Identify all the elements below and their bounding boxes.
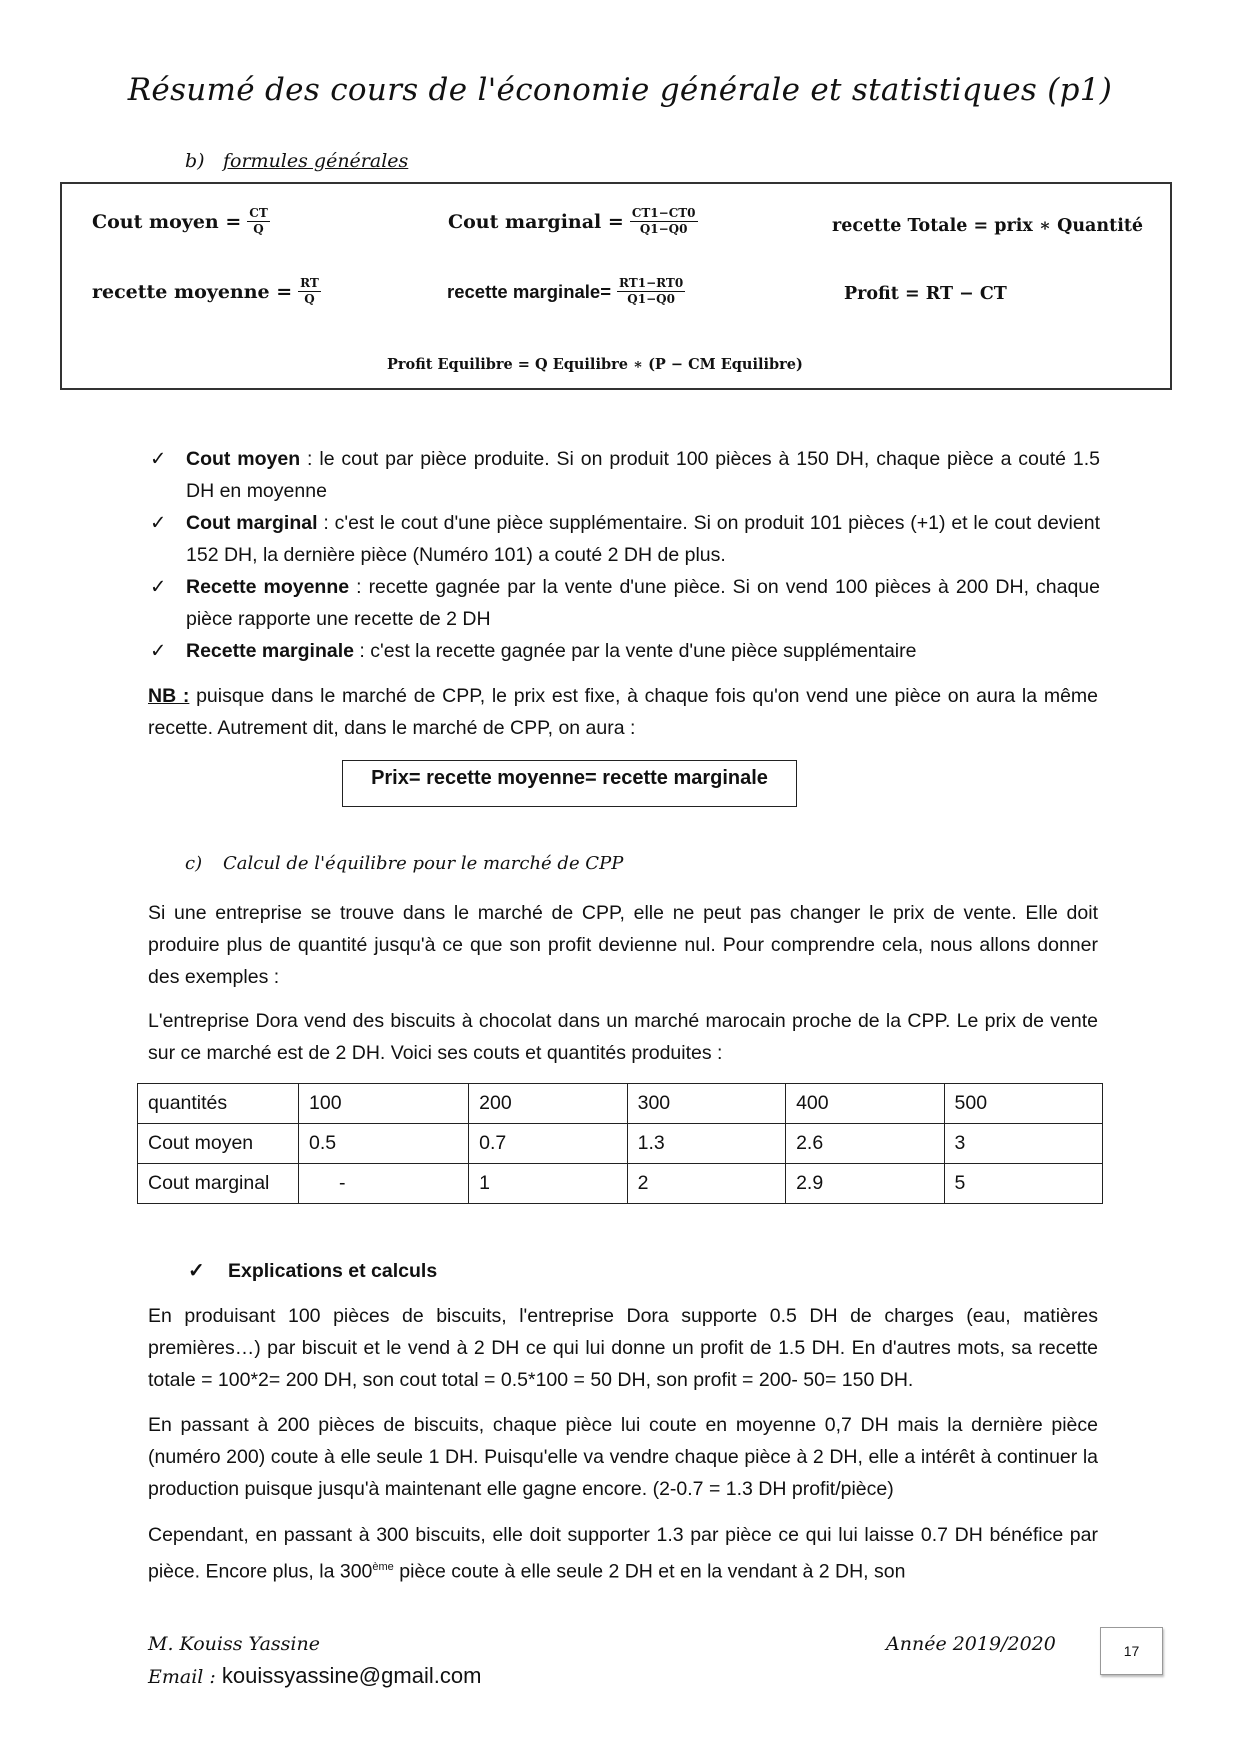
table-cell: 3 — [944, 1124, 1102, 1164]
denominator: Q1−Q0 — [639, 222, 688, 236]
formula-label: recette moyenne = — [92, 280, 293, 303]
bullet-text: : c'est la recette gagnée par la vente d'une pièce supplémentaire — [354, 640, 917, 662]
formula-cout-marginal — [448, 206, 698, 237]
numerator: RT1−RT0 — [619, 276, 684, 290]
bullet-recette-marginale — [150, 635, 1100, 667]
formula-cout-moyen — [92, 206, 270, 237]
bullet-term: Recette moyenne — [186, 576, 350, 598]
numerator: CT1−CT0 — [631, 206, 696, 220]
check-icon: ✓ — [188, 1260, 205, 1282]
bullet-recette-moyenne — [150, 571, 1100, 635]
table-cell: 1.3 — [627, 1124, 785, 1164]
footer-email-line — [148, 1663, 481, 1689]
paragraph-2: L'entreprise Dora vend des biscuits à chocolat dans un marché marocain proche de la CPP. Le prix de vente sur ce marché est de 2 DH. Voici ses couts et quantités produites : — [148, 1010, 1098, 1064]
table-cell: - — [299, 1164, 469, 1204]
bullet-text: : le cout par pièce produite. Si on produit 100 pièces à 150 DH, chaque pièce a couté 1.5 DH en moyenne — [186, 448, 1101, 502]
table-cell: 400 — [786, 1084, 944, 1124]
explications-label: Explications et calculs — [228, 1260, 438, 1282]
section-b-label: formules générales — [223, 150, 409, 172]
section-c-letter: c) — [185, 853, 203, 874]
footer-email[interactable]: kouissyassine@gmail.com — [221, 1663, 482, 1688]
paragraph-5 — [148, 1519, 1098, 1588]
cost-table — [137, 1083, 1103, 1204]
table-cell: 300 — [627, 1084, 785, 1124]
nb-formula-box: Prix= recette moyenne= recette marginale — [342, 760, 797, 807]
formula-label: recette marginale= — [447, 280, 612, 302]
formula-recette-totale: recette Totale = prix ∗ Quantité — [832, 216, 1144, 236]
table-row — [138, 1084, 1103, 1124]
table-cell: Cout marginal — [138, 1164, 299, 1204]
check-icon: ✓ — [150, 576, 167, 598]
check-icon: ✓ — [150, 448, 167, 470]
paragraph-5-text-end: pièce coute à elle seule 2 DH et en la vendant à 2 DH, son — [393, 1560, 906, 1583]
page-title: Résumé des cours de l'économie générale et statistiques (p1) — [127, 72, 1113, 108]
formula-recette-moyenne — [92, 276, 321, 307]
bullet-cout-marginal — [150, 507, 1100, 571]
fraction — [247, 206, 269, 237]
table-cell: 2.6 — [786, 1124, 944, 1164]
page-number: 17 — [1100, 1627, 1163, 1675]
section-c-label: Calcul de l'équilibre pour le marché de CPP — [223, 853, 624, 874]
superscript: ème — [372, 1561, 394, 1573]
bullet-text: : c'est le cout d'une pièce supplémentaire. Si on produit 101 pièces (+1) et le cout devient 152 DH, la dernière pièce (Numéro 101) a couté 2 DH de plus. — [186, 512, 1100, 566]
nb-label: NB : — [148, 685, 190, 707]
formula-label: Cout marginal = — [448, 210, 624, 233]
fraction — [617, 276, 685, 307]
paragraph-4: En passant à 200 pièces de biscuits, chaque pièce lui coute en moyenne 0,7 DH mais la dernière pièce (numéro 200) coute à elle seule 1 DH. Puisqu'elle va vendre chaque pièce à 2 DH, elle a intérêt à continuer la production puisque jusqu'à maintenant elle gagne encore. (2-0.7 = 1.3 DH profit/pièce) — [148, 1414, 1098, 1500]
table-cell: 500 — [944, 1084, 1102, 1124]
denominator: Q — [304, 292, 315, 306]
nb-text: puisque dans le marché de CPP, le prix est fixe, à chaque fois qu'on vend une pièce on aura la même recette. Autrement dit, dans le marché de CPP, on aura : — [148, 685, 1098, 739]
table-row — [138, 1164, 1103, 1204]
table-cell: 0.5 — [299, 1124, 469, 1164]
formulas-box — [60, 182, 1172, 390]
formula-label: Cout moyen = — [92, 210, 242, 233]
fraction — [298, 276, 321, 307]
section-c-heading — [185, 853, 623, 874]
denominator: Q — [253, 222, 264, 236]
bullet-text: : recette gagnée par la vente d'une pièce. Si on vend 100 pièces à 200 DH, chaque pièce rapporte une recette de 2 DH — [186, 576, 1100, 630]
denominator: Q1−Q0 — [627, 292, 675, 306]
bullet-term: Cout moyen — [186, 448, 301, 470]
footer-email-label: Email : — [148, 1666, 222, 1688]
bullet-cout-moyen — [150, 443, 1100, 507]
table-cell: 100 — [299, 1084, 469, 1124]
fraction — [630, 206, 698, 237]
check-icon: ✓ — [150, 640, 167, 662]
explications-heading — [188, 1255, 437, 1287]
paragraph-1: Si une entreprise se trouve dans le marché de CPP, elle ne peut pas changer le prix de vente. Elle doit produire plus de quantité jusqu'à ce que son profit devienne nul. Pour comprendre cela, nous allons donner des exemples : — [148, 902, 1098, 988]
paragraph-3: En produisant 100 pièces de biscuits, l'entreprise Dora supporte 0.5 DH de charges (eau, matières premières…) par biscuit et le vend à 2 DH ce qui lui donne un profit de 1.5 DH. En d'autres mots, sa recette totale = 100*2= 200 DH, son cout total = 0.5*100 = 50 DH, son profit = 200- 50= 150 DH. — [148, 1305, 1098, 1391]
nb-paragraph — [148, 680, 1098, 744]
table-cell: 5 — [944, 1164, 1102, 1204]
bullet-term: Cout marginal — [186, 512, 318, 534]
table-cell: 2 — [627, 1164, 785, 1204]
formula-recette-marginale — [447, 276, 685, 307]
table-cell: Cout moyen — [138, 1124, 299, 1164]
table-cell: 200 — [469, 1084, 627, 1124]
table-row — [138, 1124, 1103, 1164]
formula-profit-equilibre: Profit Equilibre = Q Equilibre ∗ (P − CM Equilibre) — [387, 356, 803, 373]
table-cell: 1 — [469, 1164, 627, 1204]
paragraph-5-text: Cependant, en passant à 300 biscuits, elle doit supporter 1.3 par pièce ce qui lui laisse 0.7 DH bénéfice par pièce. Encore plus, la 300 — [148, 1524, 1098, 1583]
table-cell: 2.9 — [786, 1164, 944, 1204]
formula-profit: Profit = RT − CT — [844, 284, 1007, 304]
footer-year: Année 2019/2020 — [886, 1633, 1056, 1655]
section-b-letter: b) — [185, 150, 205, 172]
section-b-heading — [185, 150, 408, 172]
table-cell: quantités — [138, 1084, 299, 1124]
footer-author: M. Kouiss Yassine — [148, 1633, 320, 1655]
numerator: CT — [249, 206, 268, 220]
table-cell: 0.7 — [469, 1124, 627, 1164]
bullet-term: Recette marginale — [186, 640, 354, 662]
check-icon: ✓ — [150, 512, 167, 534]
numerator: RT — [300, 276, 319, 290]
